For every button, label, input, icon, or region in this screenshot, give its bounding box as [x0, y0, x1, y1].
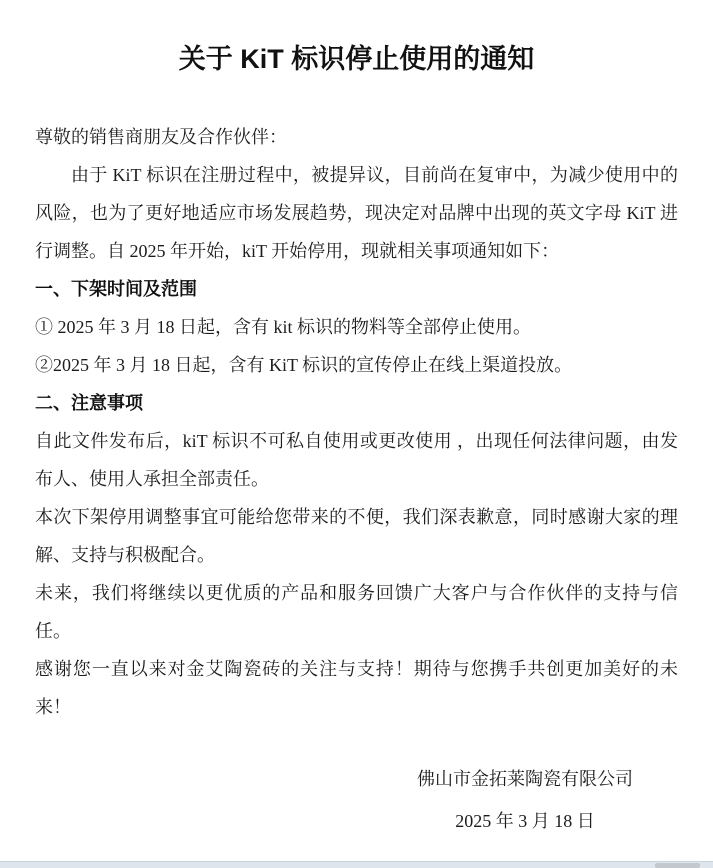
section-1-item-1: ① 2025 年 3 月 18 日起，含有 kit 标识的物料等全部停止使用。 — [35, 317, 531, 337]
greeting-line: 尊敬的销售商朋友及合作伙伴： — [35, 127, 287, 147]
section-2-paragraph-4: 感谢您一直以来对金艾陶瓷砖的关注与支持！期待与您携手共创更加美好的未来！ — [35, 659, 678, 717]
scrollbar-thumb[interactable] — [655, 863, 700, 868]
section-1-item-2: ②2025 年 3 月 18 日起，含有 KiT 标识的宣传停止在线上渠道投放。 — [35, 355, 573, 375]
intro-paragraph: 由于 KiT 标识在注册过程中，被提异议，目前尚在复审中，为减少使用中的风险，也为了更好地适应市场发展趋势，现决定对品牌中出现的英文字母 KiT 进行调整。自 2025 年开始，kiT 开始停用，现就相关事项通知如下： — [35, 165, 678, 261]
horizontal-scrollbar[interactable] — [0, 861, 713, 868]
document-title: 关于 KiT 标识停止使用的通知 — [178, 44, 535, 74]
section-2-heading: 二、注意事项 — [35, 393, 143, 413]
section-2-paragraph-3: 未来，我们将继续以更优质的产品和服务回馈广大客户与合作伙伴的支持与信任。 — [35, 583, 678, 641]
signature-company: 佛山市金拓莱陶瓷有限公司 — [417, 769, 633, 789]
section-2-paragraph-1: 自此文件发布后，kiT 标识不可私自使用或更改使用 ，出现任何法律问题，由发布人、使用人承担全部责任。 — [35, 431, 678, 489]
signature-date: 2025 年 3 月 18 日 — [455, 811, 595, 831]
signature-block — [390, 758, 660, 842]
section-1-heading: 一、下架时间及范围 — [35, 279, 197, 299]
section-2-paragraph-2: 本次下架停用调整事宜可能给您带来的不便，我们深表歉意，同时感谢大家的理解、支持与积极配合。 — [35, 507, 678, 565]
